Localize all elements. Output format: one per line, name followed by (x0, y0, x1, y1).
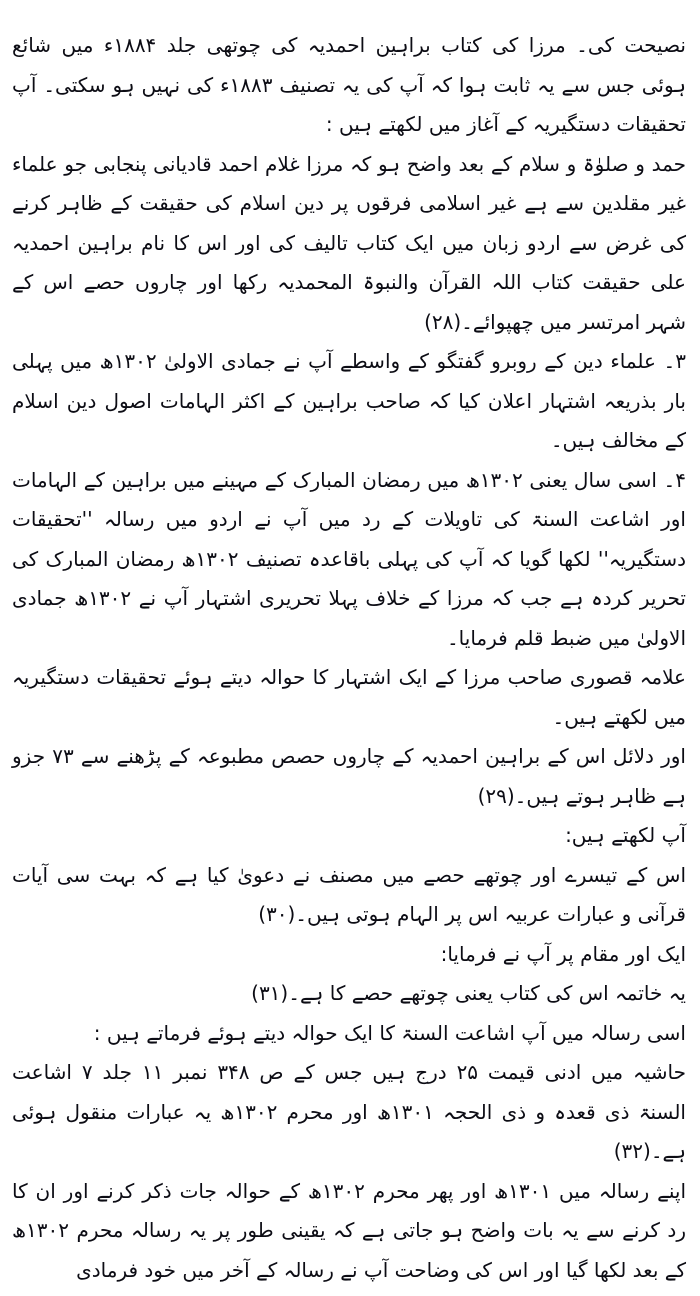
paragraph-point-4: ۴۔ اسی سال یعنی ۱۳۰۲ھ میں رمضان المبارک کے مہینے میں براہین کے الہامات اور اشاعت السنۃ کی تاویلات کے رد میں آپ نے اردو میں رسالہ ''تحقیقات دستگیریہ'' لکھا گویا کہ آپ کی پہلی باقاعدہ تصنیف ۱۳۰۲ھ رمضان المبارک کی تحریر کردہ ہے جب کہ مرزا کے خلاف پہلا تحریری اشتہار آپ نے ۱۳۰۲ھ جمادی الاولیٰ میں ضبط قلم فرمایا۔ (12, 467, 687, 650)
paragraph-point-3: ۳۔ علماء دین کے روبرو گفتگو کے واسطے آپ نے جمادی الاولیٰ ۱۳۰۲ھ میں پہلی بار بذریعہ اشتہار اعلان کیا کہ صاحب براہین کے اکثر الہامات اصول دین اسلام کے مخالف ہیں۔ (12, 349, 686, 452)
paragraph-quote-footnote-32: حاشیہ میں ادنی قیمت ۲۵ درج ہیں جس کے ص ۳۴۸ نمبر ۱۱ جلد ۷ اشاعت السنۃ ذی قعدہ و ذی الحجہ ۱۳۰۱ھ اور محرم ۱۳۰۲ھ یہ عبارات منقول ہوئی ہے۔(۳۲) (12, 1060, 686, 1163)
paragraph-lead-in-ishaat-reference: اسی رسالہ میں آپ اشاعت السنۃ کا ایک حوالہ دیتے ہوئے فرماتے ہیں : (93, 1020, 686, 1045)
paragraph-quote-footnote-31: یہ خاتمہ اس کی کتاب یعنی چوتھے حصے کا ہے۔(۳۱) (251, 981, 686, 1005)
paragraph-quote-footnote-30: اس کے تیسرے اور چوتھے حصے میں مصنف نے دعویٰ کیا ہے کہ بہت سی آیات قرآنی و عبارات عربیہ اس پر الہام ہوتی ہیں۔(۳۰) (12, 862, 686, 926)
paragraph-lead-in-writes: آپ لکھتے ہیں: (565, 823, 686, 847)
paragraph-quote-tahqiqat-opening: حمد و صلوٰۃ و سلام کے بعد واضح ہو کہ مرزا غلام احمد قادیانی پنجابی جو علماء غیر مقلدین سے ہے غیر اسلامی فرقوں پر دین اسلام کی حقیقت کے ظاہر کرنے کی غرض سے اردو زبان میں ایک کتاب تالیف کی اور اس کا نام براہین احمدیہ علی حقیقت کتاب اللہ القرآن والنبوۃ المحمدیہ رکھا اور چاروں حصے اس کے شہر امرتسر میں چھپوائے۔(۲۸) (12, 151, 686, 334)
paragraph-lead-in-another-place: ایک اور مقام پر آپ نے فرمایا: (440, 941, 686, 966)
paragraph-qasuri-reference: علامہ قصوری صاحب مرزا کے ایک اشتہار کا حوالہ دیتے ہوئے تحقیقات دستگیریہ میں لکھتے ہیں۔ (12, 665, 686, 729)
paragraph-quote-footnote-29: اور دلائل اس کے براہین احمدیہ کے چاروں حصص مطبوعہ کے پڑھنے سے ۷۳ جزو ہے ظاہر ہوتے ہیں۔(۲۹) (12, 744, 686, 808)
paragraph-conclusion: اپنے رسالہ میں ۱۳۰۱ھ اور پھر محرم ۱۳۰۲ھ کے حوالہ جات ذکر کرنے اور ان کا رد کرنے سے یہ بات واضح ہو جاتی ہے کہ یقینی طور پر یہ رسالہ محرم ۱۳۰۲ھ کے بعد لکھا گیا اور اس کی وضاحت آپ نے رسالہ کے آخر میں خود فرمادی (12, 1178, 686, 1282)
paragraph-continuation-intro: نصیحت کی۔ مرزا کی کتاب براہین احمدیہ کی چوتھی جلد ۱۸۸۴ء میں شائع ہوئی جس سے یہ ثابت ہوا کہ آپ کی یہ تصنیف ۱۸۸۳ء کی نہیں ہو سکتی۔ آپ تحقیقات دستگیریہ کے آغاز میں لکھتے ہیں : (12, 33, 686, 136)
